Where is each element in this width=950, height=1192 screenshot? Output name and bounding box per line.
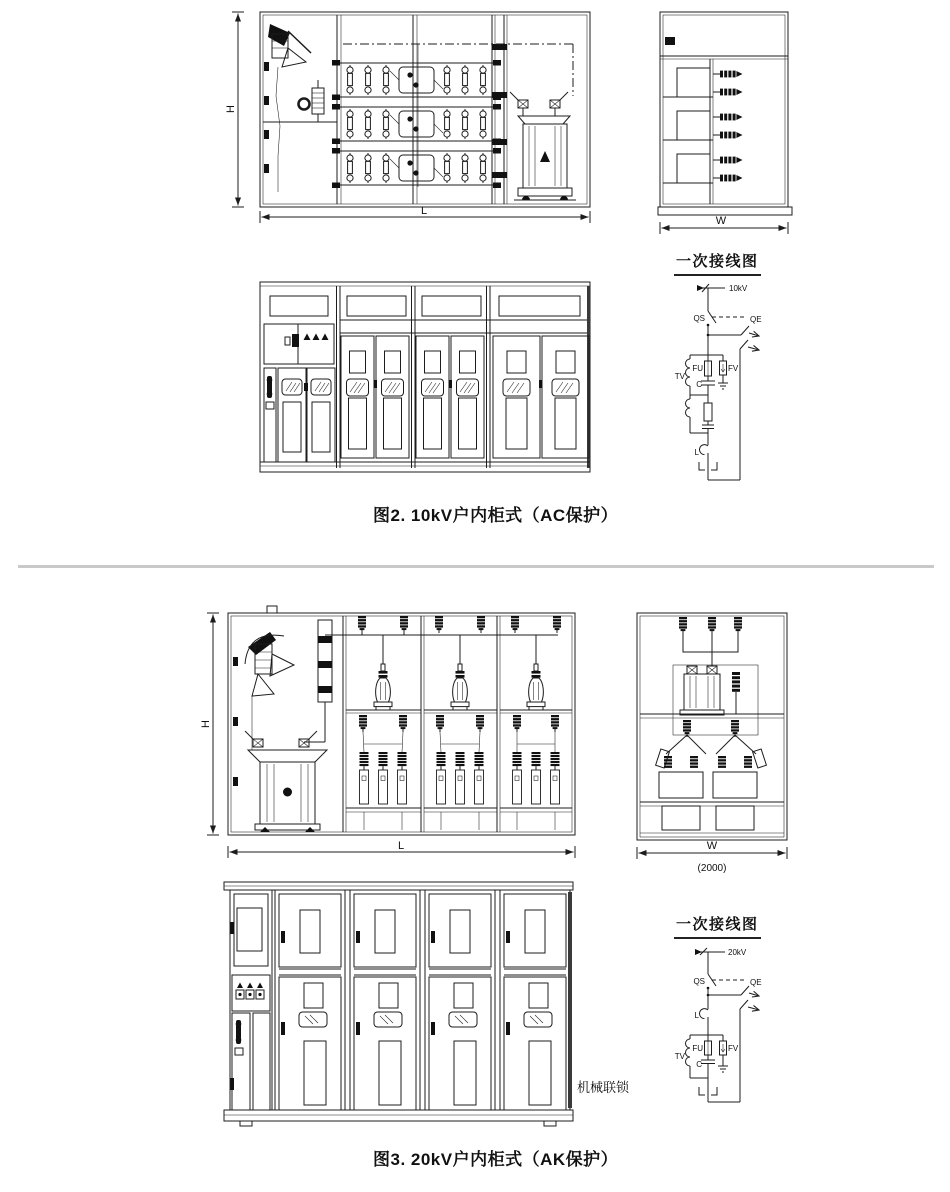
fig3-side-section-drawing — [628, 602, 798, 880]
svg-text:FV: FV — [728, 1044, 739, 1053]
tv-fu-c-fv-block — [675, 1035, 739, 1087]
fig3-side-top-insulators — [679, 617, 742, 666]
fig3-wiring-title: 一次接线图 — [674, 913, 761, 939]
svg-text:L: L — [397, 840, 405, 852]
fig3-wiring-diagram — [655, 940, 825, 1118]
svg-text:TV: TV — [674, 1052, 685, 1061]
svg-text:L: L — [694, 448, 699, 457]
fig2-side-insulators — [713, 71, 743, 182]
fig2-control-section — [264, 324, 335, 462]
fig2-internal-elevation-drawing — [218, 4, 598, 230]
section-divider — [18, 565, 934, 568]
fig2-reactor — [510, 92, 576, 200]
reactor-l — [695, 988, 708, 1035]
earthing-switch-qe — [707, 315, 762, 350]
current-transformer-icon — [299, 99, 310, 110]
fig2-cabinet-doors — [341, 336, 589, 458]
svg-text:TV: TV — [674, 372, 685, 381]
svg-text:H: H — [225, 105, 237, 113]
tv-fu-c-fv-block — [675, 355, 739, 445]
disconnector-qs — [693, 974, 716, 989]
fig2-wiring-diagram — [655, 275, 825, 493]
svg-text:C: C — [696, 380, 702, 389]
svg-text:H: H — [200, 720, 212, 728]
figure3-caption: 图3. 20kV户内柜式（AK保护） — [373, 1150, 619, 1169]
fig3-side-capacitor-section — [640, 720, 784, 833]
svg-text:(2000): (2000) — [697, 863, 727, 874]
fig2-switch-mechanism — [263, 24, 337, 192]
svg-text:QS: QS — [693, 314, 705, 323]
fig2-section-dividers — [337, 286, 491, 468]
reactor-l — [695, 445, 708, 480]
svg-text:QE: QE — [750, 315, 762, 324]
fig2-capacitor-banks — [332, 44, 501, 188]
fig3-switch-bays — [346, 616, 572, 830]
fig3-front-elevation-drawing — [214, 878, 594, 1130]
fig3-dimension-h — [200, 613, 219, 835]
svg-text:FV: FV — [728, 364, 739, 373]
fig2-shelf-frames — [663, 68, 713, 183]
disconnector-qs — [693, 311, 716, 335]
fig2-dimension-h — [225, 12, 244, 207]
fig3-base — [224, 1110, 573, 1126]
fig3-cabinets — [275, 890, 572, 1110]
fig2-dimension-w — [660, 215, 788, 234]
figure2-caption: 图2. 10kV户内柜式（AC保护） — [373, 506, 619, 525]
fig2-wiring-title: 一次接线图 — [674, 250, 761, 276]
fig2-top-grilles — [270, 296, 587, 333]
svg-text:20kV: 20kV — [728, 948, 747, 957]
fig2-base — [260, 462, 590, 472]
fig3-reactor-bay — [233, 620, 332, 832]
svg-text:W: W — [715, 215, 727, 227]
svg-text:L: L — [420, 205, 428, 217]
svg-text:FU: FU — [692, 1044, 703, 1053]
incoming-line — [697, 284, 748, 293]
svg-text:QS: QS — [693, 977, 705, 986]
fig2-side-section-drawing — [655, 4, 795, 236]
fig2-front-elevation-drawing — [250, 276, 595, 482]
mechanical-interlock-label: 机械联锁 — [577, 1080, 630, 1095]
fig3-dimension-l — [228, 840, 575, 858]
svg-text:10kV: 10kV — [729, 284, 748, 293]
svg-text:W: W — [706, 840, 718, 852]
incoming-line — [695, 948, 747, 957]
fig3-dimension-w — [637, 840, 787, 874]
fig3-control-section — [230, 890, 272, 1110]
svg-text:C: C — [696, 1060, 702, 1069]
svg-text:FU: FU — [692, 364, 703, 373]
svg-text:L: L — [694, 1011, 699, 1020]
earthing-switch-qe — [707, 978, 762, 1010]
fig3-internal-elevation-drawing — [200, 602, 590, 864]
svg-text:QE: QE — [750, 978, 762, 987]
fig2-dimension-l — [260, 205, 590, 223]
